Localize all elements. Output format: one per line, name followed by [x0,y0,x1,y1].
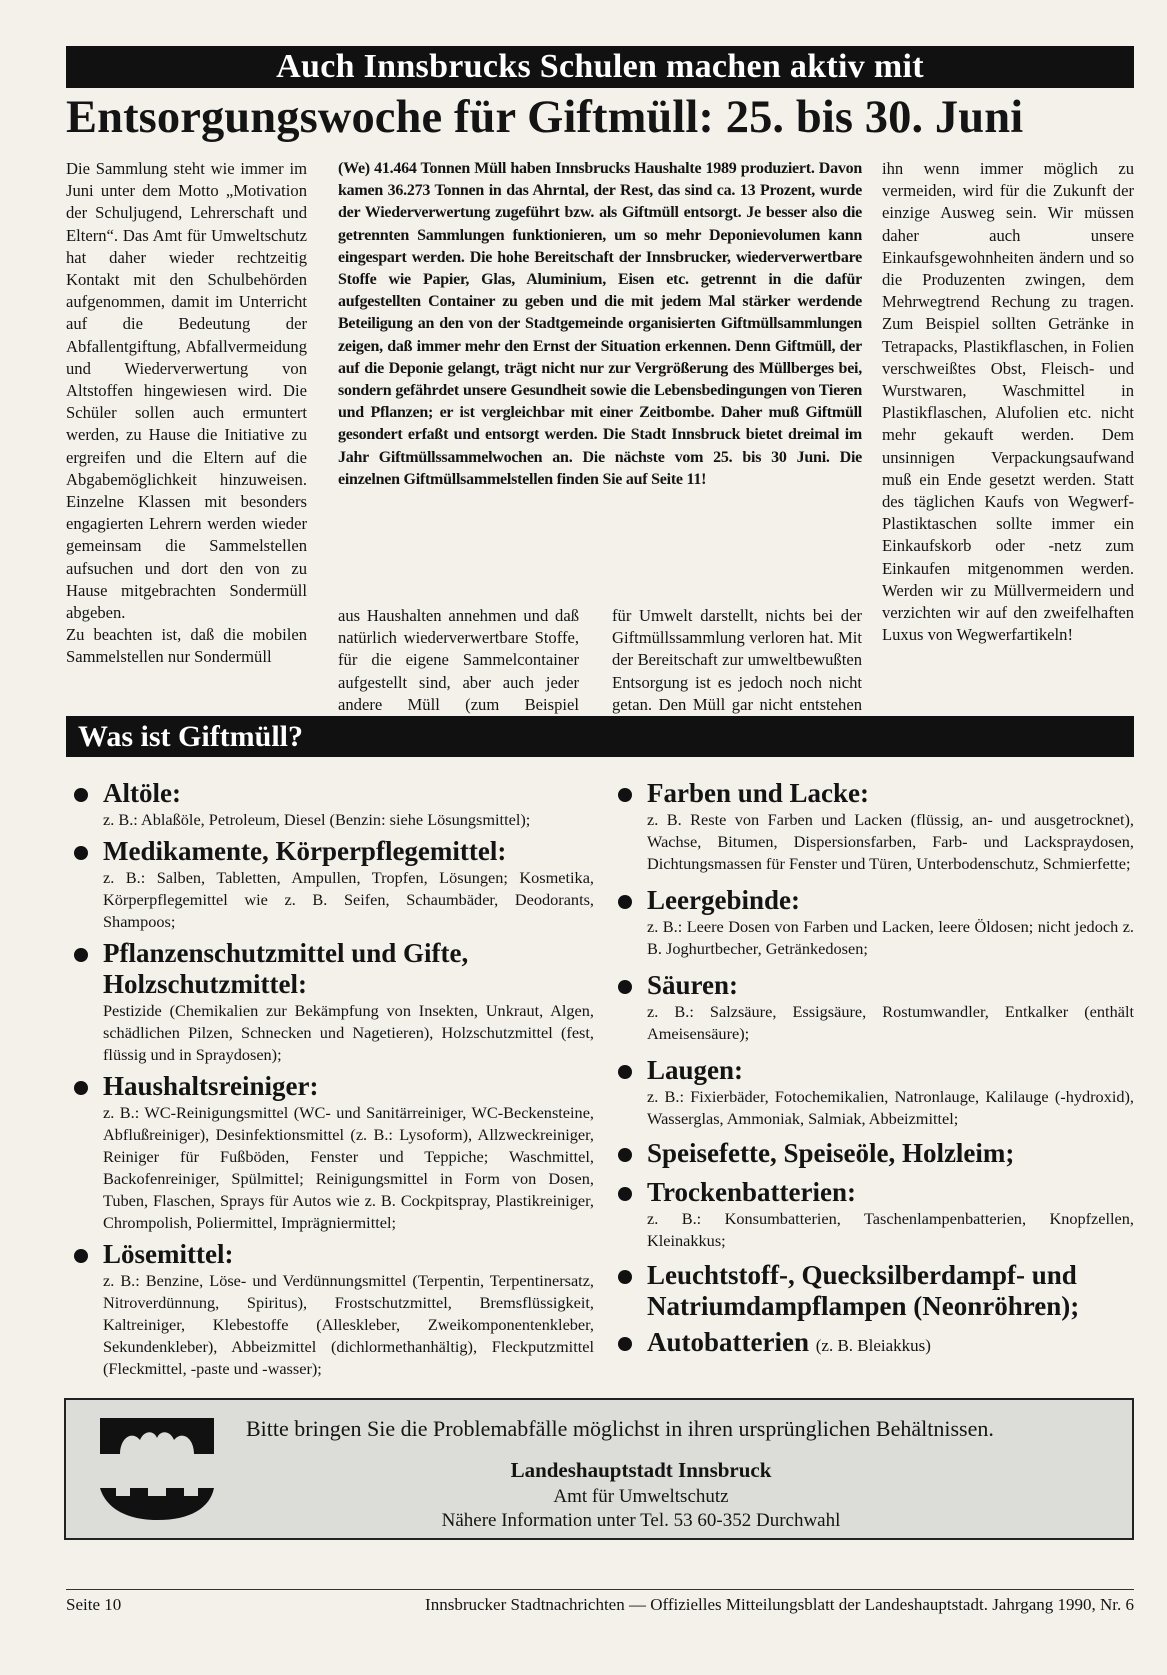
notice-instruction: Bitte bringen Sie die Problemabfälle möglichst in ihren ursprünglichen Behältnissen. [246,1416,994,1441]
category-item [610,1138,1134,1169]
category-name [647,1327,1134,1361]
category-item [610,970,1134,1045]
category-item [610,1055,1134,1130]
bullet-icon [74,788,88,802]
notice-department: Amt für Umweltschutz [553,1486,729,1507]
section-title: Was ist Giftmüll? [78,719,304,753]
category-name: Haushaltsreiniger: [103,1071,319,1101]
notice-box [64,1398,1134,1540]
kicker-bar [66,46,1134,88]
bullet-icon [618,1065,632,1079]
category-examples: z. B.: Konsumbatterien, Taschenlampenbatterien, Knopfzellen, Kleinakkus; [647,1209,1134,1250]
category-item [66,1239,594,1380]
footer [66,1589,1134,1615]
category-item [610,1260,1134,1322]
category-examples: z. B. Reste von Farben und Lacken (flüssig, an- und ausgetrocknet), Wachse, Bitumen, Dispersionsfarben, Farb- und Lackspraydosen, Dichtungsmassen für Fenster und Türen, Unterbodenschutz, Schmierfette; [647,810,1134,873]
category-item [66,836,594,933]
category-examples: z. B.: Benzine, Löse- und Verdünnungsmittel (Terpentin, Terpentinersatz, Nitroverdünnung, Spiritus), Frostschutzmittel, Bremsflüssigkeit, Kaltreiniger, Klebestoffe (Alleskleber, Zweikomponentenkleber, Sekundenkleber), Abbeizmittel (dichlormethanhältig), Fleckputzmittel (Fleckmittel, -paste und -wasser); [103,1271,594,1378]
category-item [66,1071,594,1234]
category-name: Leuchtstoff-, Quecksilberdampf- und Natriumdampflampen (Neonröhren); [647,1260,1080,1321]
headline: Entsorgungswoche für Giftmüll: 25. bis 30. Juni [66,92,1024,143]
category-name: Altöle: [103,778,181,808]
category-examples: z. B.: Ablaßöle, Petroleum, Diesel (Benzin: siehe Lösungsmittel); [103,810,531,829]
category-name: Farben und Lacke: [647,778,870,808]
article-paragraph: Die Sammlung steht wie immer im Juni unter dem Motto „Motivation der Schuljugend, Lehrerschaft und Eltern“. Das Amt für Umweltschutz hat daher wieder rechtzeitig Kontakt mit den Schulbehörden aufgenommen, damit im Unterricht auf die Bedeutung der Abfallentgiftung, Abfallvermeidung und Wiederverwertung von Altstoffen hingewiesen wird. Die Schüler sollen auch ermuntert werden, zu Hause die Initiative zu ergreifen und die Eltern auf die Abgabemöglichkeit hinzuweisen. Einzelne Klassen mit besonders engagierten Lehrern werden wieder gemeinsam die Sammelstellen aufsuchen und dort den von zu Hause mitgebrachten Sondermüll abgeben. [66,159,307,623]
category-name: Speisefette, Speiseöle, Holzleim; [647,1138,1015,1168]
bullet-icon [618,1187,632,1201]
category-name: Pflanzenschutzmittel und Gifte, Holzschutzmittel: [103,938,469,999]
category-name: Säuren: [647,970,739,1000]
bullet-icon [618,1148,632,1162]
page-number: Seite 10 [66,1595,122,1614]
kicker-text: Auch Innsbrucks Schulen machen aktiv mit [276,48,924,85]
article-paragraph: Zu beachten ist, daß die mobilen Sammelstellen nur Sondermüll [66,625,307,667]
notice-organization: Landeshauptstadt Innsbruck [510,1458,772,1482]
category-examples: z. B.: Leere Dosen von Farben und Lacken, leere Öldosen; nicht jedoch z. B. Joghurtbecher, Getränkedosen; [647,917,1134,958]
category-item [610,1177,1134,1252]
categories-left [66,778,594,1385]
page [66,46,1134,1614]
article-bold-intro: (We) 41.464 Tonnen Müll haben Innsbrucks Haushalte 1989 produziert. Davon kamen 36.273 Tonnen in das Ahrntal, der Rest, das sind ca. 13 Prozent, wurde der Wiederverwertung zugeführt bzw. als Giftmüll entsorgt. Je besser also die getrennten Sammlungen funktionieren, um so mehr Deponievolumen kann eingespart werden. Die hohe Bereitschaft der Innsbrucker, wiederverwertbare Stoffe wie Papier, Glas, Aluminium, Eisen etc. getrennt in die dafür aufgestellten Container zu geben und die mit jedem Mal stärker werdende Beteiligung an den von der Stadtgemeinde organisierten Giftmüllsammlungen zeigen, daß immer mehr den Ernst der Situation erkennen. Denn Giftmüll, der auf die Deponie gelangt, trägt nicht nur zur Vergrößerung des Müllberges bei, sondern gefährdet unsere Gesundheit sowie die Lebensbedingungen von Tieren und Pflanzen; er ist vergleichbar mit einer Zeitbombe. Daher muß Giftmüll gesondert erfaßt und entsorgt werden. Die Stadt Innsbruck bietet dreimal im Jahr Giftmüllssammelwochen an. Die nächste vom 25. bis 30 Juni. Die einzelnen Giftmüllsammelstellen finden Sie auf Seite 11! [338,160,862,488]
publication-info: Innsbrucker Stadtnachrichten — Offizielles Mitteilungsblatt der Landeshauptstadt. Jahrgang 1990, Nr. 6 [425,1595,1134,1614]
category-examples: Pestizide (Chemikalien zur Bekämpfung von Insekten, Unkraut, Algen, schädlichen Pilzen, Schnecken und Nagetieren), Holzschutzmittel (fest, flüssig und in Spraydosen); [103,1001,594,1064]
bullet-icon [74,948,88,962]
category-name: Leergebinde: [647,885,800,915]
innsbruck-bridge-logo-icon [98,1416,218,1522]
category-name-suffix: (z. B. Bleiakkus) [815,1336,931,1355]
article-column-1 [66,158,307,669]
bullet-icon [74,846,88,860]
category-name: Medikamente, Körperpflegemittel: [103,836,507,866]
bullet-icon [74,1081,88,1095]
bullet-icon [618,1270,632,1284]
category-item [610,885,1134,960]
section-title-bar [66,716,1134,757]
bullet-icon [618,788,632,802]
bullet-icon [74,1249,88,1263]
bullet-icon [618,980,632,994]
notice-contact-info: Nähere Information unter Tel. 53 60-352 Durchwahl [441,1510,841,1531]
category-item [610,1327,1134,1361]
categories-right [610,778,1134,1366]
category-name: Lösemittel: [103,1239,234,1269]
category-name: Laugen: [647,1055,744,1085]
category-item [66,778,594,831]
bullet-icon [618,1337,632,1351]
article-column-4: ihn wenn immer möglich zu vermeiden, wird für die Zukunft der einzige Ausweg sein. Wir müssen daher auch unsere Einkaufsgewohnheiten ändern und so die Produzenten zwingen, dem Mehrwegtrend Rechung zu tragen. Zum Beispiel sollten Getränke in Tetrapacks, Plastikflaschen, in Folien verschweißtes Obst, Fleisch- und Wurstwaren, Waschmittel in Plastikflaschen, Alufolien etc. nicht mehr gekauft werden. Dem unsinnigen Verpackungsaufwand muß ein Ende gesetzt werden. Statt des täglichen Kaufs von Wegwerf-Plastiktaschen sollte immer ein Einkaufskorb oder -netz zum Einkaufen mitgenommen werden. Werden wir zu Müllvermeidern und verzichten wir auf den zweifelhaften Luxus von Wegwerfartikeln! [882,159,1134,645]
category-examples: z. B.: Fixierbäder, Fotochemikalien, Natronlauge, Kalilauge (-hydroxid), Wasserglas, Ammoniak, Salmiak, Abbeizmittel; [647,1087,1134,1128]
category-item [610,778,1134,875]
category-examples: z. B.: Salzsäure, Essigsäure, Rostumwandler, Entkalker (enthält Ameisensäure); [647,1002,1134,1043]
category-examples: z. B.: Salben, Tabletten, Ampullen, Tropfen, Lösungen; Kosmetika, Körperpflegemittel wie z. B. Seifen, Schaumbäder, Deodorants, Shampoos; [103,868,594,931]
category-name: Trockenbatterien: [647,1177,856,1207]
category-item [66,938,594,1066]
article-column-2: aus Haushalten annehmen und daß natürlich wiederverwertbare Stoffe, für die eigene Sammelcontainer aufgestellt sind, aber auch jeder andere Müll (zum Beispiel [338,606,579,714]
category-name-text: Autobatterien [647,1327,809,1357]
article-column-3: für Umwelt darstellt, nichts bei der Giftmüllssammlung verloren hat. Mit der Bereitschaft zur umweltbewußten Entsorgung ist es jedoch noch nicht getan. Den Müll gar nicht entstehen [612,606,862,714]
bullet-icon [618,895,632,909]
category-examples: z. B.: WC-Reinigungsmittel (WC- und Sanitärreiniger, WC-Beckensteine, Abflußreiniger), Desinfektionsmittel (z. B.: Lysoform), Allzweckreiniger, Reiniger für Fußböden, Fenster und Teppiche; Waschmittel, Backofenreiniger, Spülmittel; Reinigungsmittel in Form von Dosen, Tuben, Flaschen, Sprays für Autos wie z. B. Cockpitspray, Plastikreiniger, Chrompolish, Poliermittel, Imprägniermittel; [103,1103,594,1232]
